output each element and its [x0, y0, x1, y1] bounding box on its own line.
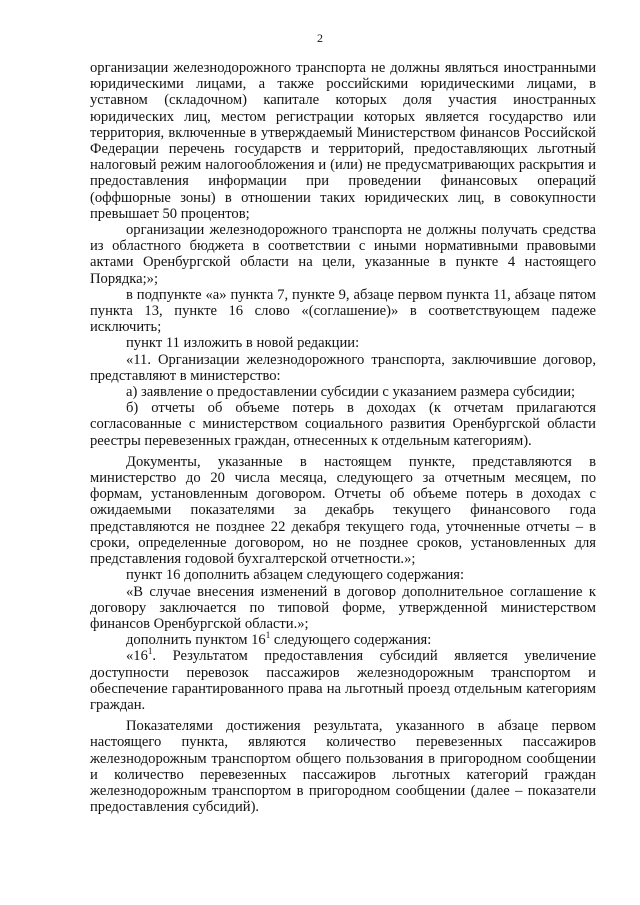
paragraph-text: «16: [126, 648, 148, 665]
document-body: [90, 60, 596, 815]
paragraph: пункт 11 изложить в новой редакции:: [126, 335, 360, 352]
paragraph: организации железнодорожного транспорта не должны получать средства из областного бюджета в соответствии с иными нормативными правовыми актами Оренбургской области на цели, указанные в пункте 4 настоящего Порядка;»;: [90, 222, 596, 287]
paragraph-text: следующего содержания:: [270, 632, 432, 649]
paragraph: [90, 632, 596, 648]
paragraph-text: . Результатом предоставления субсидий является увеличение доступности перевозок пассажиров железнодорожным транспортом и обеспечение гарантированного права на льготный проезд отдельным категориям граждан.: [90, 648, 596, 713]
superscript: 1: [147, 646, 153, 657]
paragraph: Показателями достижения результата, указанного в абзаце первом настоящего пункта, являются количество перевезенных пассажиров железнодорожным транспортом общего пользования в пригородном сообщении и количество перевезенных пассажиров льготных категорий граждан железнодорожным транспортом в пригородном сообщении (далее – показатели предоставления субсидий).: [90, 718, 596, 816]
paragraph: организации железнодорожного транспорта не должны являться иностранными юридическими лицами, а также российскими юридическими лицами, в уставном (складочном) капитале которых доля участия иностранных юридических лиц, местом регистрации которых является государство или территория, включенные в утверждаемый Министерством финансов Российской Федерации перечень государств и территорий, предоставляющих льготный налоговый режим налогообложения и (или) не предусматривающих раскрытия и предоставления информации при проведении финансовых операций (оффшорные зоны) в отношении таких юридических лиц, в совокупности превышает 50 процентов;: [90, 60, 596, 222]
superscript: 1: [265, 630, 271, 641]
paragraph: [90, 648, 596, 713]
paragraph: в подпункте «а» пункта 7, пункте 9, абзаце первом пункта 11, абзаце пятом пункта 13, пункте 16 слово «(соглашение)» в соответствующем падеже исключить;: [90, 286, 596, 336]
paragraph: Документы, указанные в настоящем пункте, представляются в министерство до 20 числа месяца, следующего за отчетным месяцем, по формам, установленным договором. Отчеты об объеме потерь в доходах с ожидаемыми показателями за декабрь текущего финансового года представляются не позднее 22 декабря текущего года, уточненные отчеты – в сроки, определенные договором, но не позднее сроков, установленных для представления годовой бухгалтерской отчетности.»;: [90, 453, 596, 568]
page-number: 2: [317, 31, 323, 45]
paragraph: б) отчеты об объеме потерь в доходах (к отчетам прилагаются согласованные с министерством социального развития Оренбургской области реестры перевезенных граждан, отнесенных к отдельным категориям).: [90, 400, 596, 449]
paragraph: а) заявление о предоставлении субсидии с указанием размера субсидии;: [126, 384, 576, 401]
paragraph-text: дополнить пунктом 16: [126, 632, 266, 649]
paragraph: «11. Организации железнодорожного транспорта, заключившие договор, представляют в министерство:: [90, 351, 596, 384]
paragraph: «В случае внесения изменений в договор дополнительное соглашение к договору заключается по типовой форме, утвержденной министерством финансов Оренбургской области.»;: [90, 583, 596, 632]
paragraph: пункт 16 дополнить абзацем следующего содержания:: [126, 567, 465, 584]
